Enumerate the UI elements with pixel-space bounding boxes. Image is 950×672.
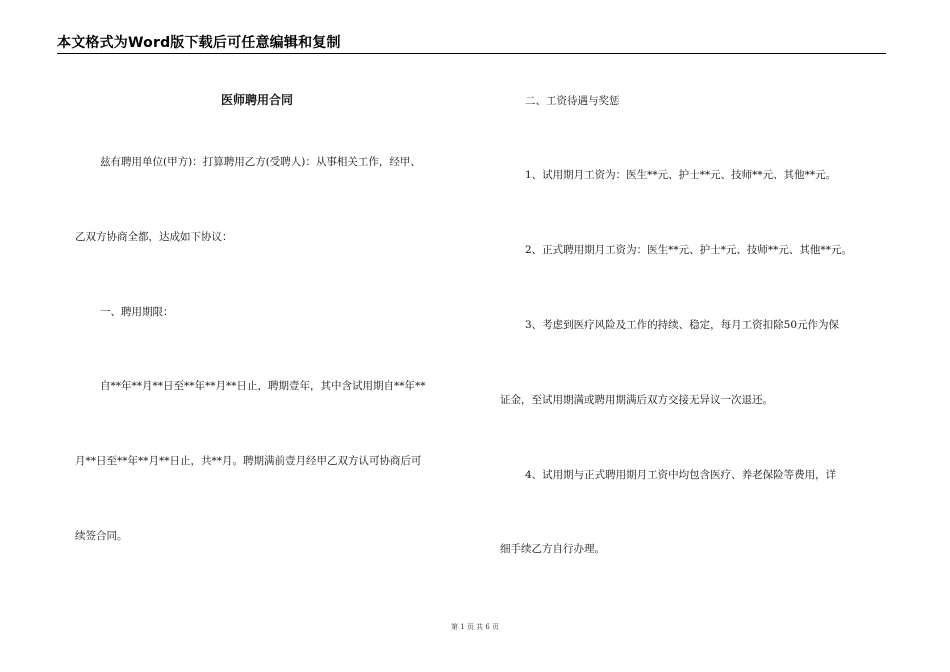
left-paragraph-5: 月**日至**年**月**日止，共**月。聘期满前壹月经甲乙双方认可协商后可 bbox=[75, 455, 422, 467]
right-paragraph-1: 二、工资待遇与奖惩 bbox=[525, 95, 620, 107]
document-banner: 本文格式为Word版下载后可任意编辑和复制 bbox=[57, 35, 341, 51]
right-paragraph-5: 证金，至试用期满或聘用期满后双方交接无异议一次退还。 bbox=[500, 394, 773, 406]
right-paragraph-7: 细手续乙方自行办理。 bbox=[500, 543, 605, 555]
left-paragraph-4: 自**年**月**日至**年**月**日止，聘期壹年，其中含试用期自**年** bbox=[100, 380, 426, 392]
left-paragraph-3: 一、聘用期限： bbox=[100, 306, 174, 318]
page-indicator: 第 1 页 共 6 页 bbox=[450, 623, 500, 631]
left-paragraph-6: 续签合同。 bbox=[75, 530, 128, 542]
left-paragraph-1: 兹有聘用单位(甲方)：打算聘用乙方(受聘人)：从事相关工作，经甲、 bbox=[100, 156, 421, 168]
left-paragraph-2: 乙双方协商全都，达成如下协议： bbox=[75, 231, 233, 243]
right-paragraph-3: 2、正式聘用期月工资为：医生**元、护士*元、技师**元、其他**元。 bbox=[525, 244, 852, 256]
right-paragraph-4: 3、考虑到医疗风险及工作的持续、稳定，每月工资扣除50元作为保 bbox=[525, 319, 840, 331]
document-title: 医师聘用合同 bbox=[221, 93, 294, 107]
header-divider bbox=[57, 53, 886, 54]
right-paragraph-2: 1、试用期月工资为：医生**元、护士**元、技师**元、其他**元。 bbox=[525, 169, 837, 181]
right-paragraph-6: 4、试用期与正式聘用期月工资中均包含医疗、养老保险等费用，详 bbox=[525, 469, 837, 481]
